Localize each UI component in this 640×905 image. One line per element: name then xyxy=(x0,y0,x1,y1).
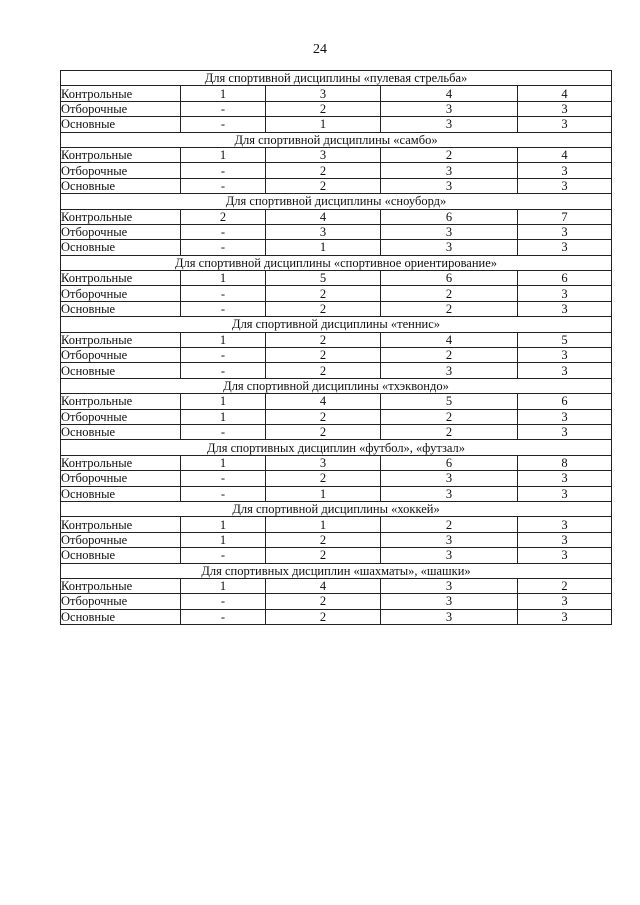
value-cell: 2 xyxy=(266,532,381,547)
value-cell: 3 xyxy=(381,240,518,255)
value-cell: 4 xyxy=(266,209,381,224)
section-title: Для спортивной дисциплины «спортивное ориентирование» xyxy=(61,255,612,270)
value-cell: 2 xyxy=(381,517,518,532)
value-cell: 3 xyxy=(266,455,381,470)
value-cell: 4 xyxy=(266,578,381,593)
value-cell: 5 xyxy=(381,394,518,409)
value-cell: - xyxy=(181,363,266,378)
table-row xyxy=(61,178,612,193)
row-label: Контрольные xyxy=(61,455,181,470)
value-cell: 2 xyxy=(266,548,381,563)
row-label: Отборочные xyxy=(61,471,181,486)
value-cell: - xyxy=(181,117,266,132)
value-cell: 2 xyxy=(381,424,518,439)
value-cell: 1 xyxy=(181,409,266,424)
section-title: Для спортивной дисциплины «тхэквондо» xyxy=(61,378,612,393)
value-cell: 6 xyxy=(518,394,612,409)
section-title-row xyxy=(61,132,612,147)
value-cell: 3 xyxy=(518,471,612,486)
table-row xyxy=(61,424,612,439)
value-cell: 3 xyxy=(381,486,518,501)
competitions-table xyxy=(60,70,612,625)
value-cell: 6 xyxy=(518,271,612,286)
section-title: Для спортивной дисциплины «сноуборд» xyxy=(61,194,612,209)
value-cell: 4 xyxy=(381,332,518,347)
table-row xyxy=(61,409,612,424)
value-cell: 3 xyxy=(518,424,612,439)
value-cell: 1 xyxy=(266,486,381,501)
section-title: Для спортивных дисциплин «футбол», «футзал» xyxy=(61,440,612,455)
value-cell: 3 xyxy=(381,609,518,624)
row-label: Основные xyxy=(61,609,181,624)
value-cell: 3 xyxy=(518,409,612,424)
value-cell: 6 xyxy=(381,271,518,286)
value-cell: 3 xyxy=(381,548,518,563)
value-cell: 5 xyxy=(266,271,381,286)
row-label: Отборочные xyxy=(61,594,181,609)
table-row xyxy=(61,209,612,224)
row-label: Основные xyxy=(61,117,181,132)
value-cell: 1 xyxy=(181,86,266,101)
value-cell: 3 xyxy=(518,594,612,609)
value-cell: - xyxy=(181,348,266,363)
value-cell: 2 xyxy=(266,163,381,178)
row-label: Отборочные xyxy=(61,409,181,424)
row-label: Отборочные xyxy=(61,532,181,547)
value-cell: - xyxy=(181,286,266,301)
section-title: Для спортивной дисциплины «пулевая стрельба» xyxy=(61,71,612,86)
value-cell: 1 xyxy=(181,455,266,470)
row-label: Основные xyxy=(61,301,181,316)
table-row xyxy=(61,455,612,470)
value-cell: - xyxy=(181,471,266,486)
row-label: Контрольные xyxy=(61,332,181,347)
value-cell: 2 xyxy=(381,301,518,316)
value-cell: - xyxy=(181,594,266,609)
row-label: Основные xyxy=(61,240,181,255)
table-row xyxy=(61,578,612,593)
value-cell: 3 xyxy=(266,224,381,239)
value-cell: 2 xyxy=(266,609,381,624)
value-cell: 3 xyxy=(381,532,518,547)
value-cell: 3 xyxy=(518,548,612,563)
value-cell: 1 xyxy=(266,240,381,255)
row-label: Контрольные xyxy=(61,86,181,101)
value-cell: 2 xyxy=(266,409,381,424)
table-row xyxy=(61,301,612,316)
table-body xyxy=(61,71,612,625)
value-cell: 3 xyxy=(518,224,612,239)
table-row xyxy=(61,532,612,547)
value-cell: - xyxy=(181,240,266,255)
row-label: Отборочные xyxy=(61,101,181,116)
row-label: Контрольные xyxy=(61,147,181,162)
value-cell: 2 xyxy=(381,409,518,424)
value-cell: 3 xyxy=(518,301,612,316)
table-row xyxy=(61,548,612,563)
value-cell: 3 xyxy=(381,117,518,132)
table-row xyxy=(61,271,612,286)
value-cell: 4 xyxy=(518,86,612,101)
section-title-row xyxy=(61,71,612,86)
value-cell: 2 xyxy=(266,286,381,301)
row-label: Отборочные xyxy=(61,224,181,239)
value-cell: 2 xyxy=(266,471,381,486)
value-cell: - xyxy=(181,609,266,624)
row-label: Отборочные xyxy=(61,163,181,178)
value-cell: 3 xyxy=(518,101,612,116)
value-cell: 6 xyxy=(381,455,518,470)
value-cell: 2 xyxy=(266,363,381,378)
table-row xyxy=(61,394,612,409)
value-cell: 3 xyxy=(518,163,612,178)
value-cell: - xyxy=(181,178,266,193)
value-cell: 1 xyxy=(181,394,266,409)
section-title: Для спортивной дисциплины «теннис» xyxy=(61,317,612,332)
table-row xyxy=(61,86,612,101)
value-cell: 2 xyxy=(518,578,612,593)
value-cell: 5 xyxy=(518,332,612,347)
section-title: Для спортивных дисциплин «шахматы», «шашки» xyxy=(61,563,612,578)
value-cell: 4 xyxy=(518,147,612,162)
value-cell: 3 xyxy=(381,471,518,486)
value-cell: - xyxy=(181,101,266,116)
table-row xyxy=(61,163,612,178)
table-row xyxy=(61,240,612,255)
value-cell: 3 xyxy=(266,86,381,101)
value-cell: 3 xyxy=(518,178,612,193)
value-cell: 2 xyxy=(381,348,518,363)
value-cell: 3 xyxy=(518,117,612,132)
value-cell: 4 xyxy=(381,86,518,101)
value-cell: 2 xyxy=(266,594,381,609)
value-cell: 2 xyxy=(266,348,381,363)
value-cell: 3 xyxy=(518,517,612,532)
row-label: Основные xyxy=(61,178,181,193)
table-row xyxy=(61,609,612,624)
value-cell: 3 xyxy=(518,486,612,501)
value-cell: 1 xyxy=(181,532,266,547)
value-cell: 3 xyxy=(381,578,518,593)
table-row xyxy=(61,332,612,347)
section-title-row xyxy=(61,440,612,455)
value-cell: 2 xyxy=(381,286,518,301)
value-cell: 2 xyxy=(266,301,381,316)
value-cell: 6 xyxy=(381,209,518,224)
table-row xyxy=(61,594,612,609)
section-title-row xyxy=(61,194,612,209)
value-cell: 1 xyxy=(181,578,266,593)
value-cell: 1 xyxy=(266,517,381,532)
value-cell: 2 xyxy=(381,147,518,162)
table-row xyxy=(61,471,612,486)
section-title: Для спортивной дисциплины «самбо» xyxy=(61,132,612,147)
row-label: Основные xyxy=(61,548,181,563)
value-cell: 7 xyxy=(518,209,612,224)
value-cell: 1 xyxy=(266,117,381,132)
table-row xyxy=(61,486,612,501)
value-cell: 3 xyxy=(518,532,612,547)
row-label: Отборочные xyxy=(61,348,181,363)
row-label: Основные xyxy=(61,424,181,439)
value-cell: 2 xyxy=(266,424,381,439)
table-row xyxy=(61,147,612,162)
row-label: Контрольные xyxy=(61,394,181,409)
value-cell: 3 xyxy=(518,609,612,624)
row-label: Контрольные xyxy=(61,209,181,224)
value-cell: 1 xyxy=(181,517,266,532)
section-title: Для спортивной дисциплины «хоккей» xyxy=(61,501,612,516)
table-row xyxy=(61,224,612,239)
row-label: Контрольные xyxy=(61,517,181,532)
value-cell: 3 xyxy=(518,348,612,363)
value-cell: - xyxy=(181,301,266,316)
value-cell: 2 xyxy=(181,209,266,224)
value-cell: 3 xyxy=(381,163,518,178)
value-cell: 8 xyxy=(518,455,612,470)
section-title-row xyxy=(61,378,612,393)
value-cell: - xyxy=(181,424,266,439)
row-label: Контрольные xyxy=(61,271,181,286)
row-label: Отборочные xyxy=(61,286,181,301)
value-cell: 1 xyxy=(181,147,266,162)
value-cell: 2 xyxy=(266,101,381,116)
value-cell: 3 xyxy=(381,594,518,609)
section-title-row xyxy=(61,563,612,578)
value-cell: - xyxy=(181,486,266,501)
section-title-row xyxy=(61,255,612,270)
row-label: Контрольные xyxy=(61,578,181,593)
table-row xyxy=(61,101,612,116)
section-title-row xyxy=(61,501,612,516)
value-cell: 3 xyxy=(266,147,381,162)
value-cell: - xyxy=(181,224,266,239)
table-row xyxy=(61,117,612,132)
table-row xyxy=(61,348,612,363)
row-label: Основные xyxy=(61,363,181,378)
value-cell: 2 xyxy=(266,178,381,193)
value-cell: 4 xyxy=(266,394,381,409)
value-cell: 3 xyxy=(381,101,518,116)
value-cell: 3 xyxy=(518,286,612,301)
table-row xyxy=(61,363,612,378)
value-cell: 3 xyxy=(381,224,518,239)
value-cell: 1 xyxy=(181,271,266,286)
table-row xyxy=(61,517,612,532)
page-number: 24 xyxy=(313,42,327,57)
value-cell: - xyxy=(181,548,266,563)
section-title-row xyxy=(61,317,612,332)
value-cell: 3 xyxy=(381,178,518,193)
value-cell: 2 xyxy=(266,332,381,347)
table-row xyxy=(61,286,612,301)
value-cell: 3 xyxy=(381,363,518,378)
value-cell: - xyxy=(181,163,266,178)
value-cell: 1 xyxy=(181,332,266,347)
row-label: Основные xyxy=(61,486,181,501)
value-cell: 3 xyxy=(518,240,612,255)
value-cell: 3 xyxy=(518,363,612,378)
